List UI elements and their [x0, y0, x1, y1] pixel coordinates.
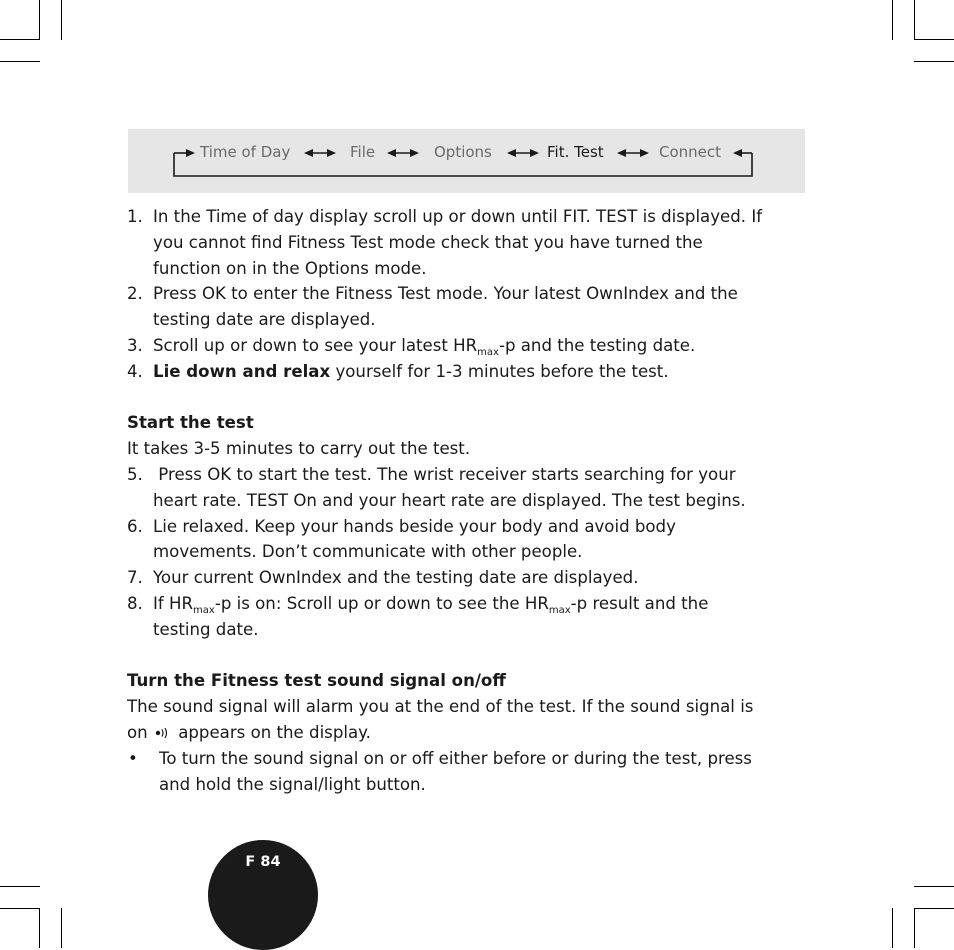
crop-mark: [0, 39, 40, 40]
crop-mark: [0, 886, 40, 887]
page-number: F 84: [245, 854, 281, 870]
step-text-part: -p is on: Scroll up or down to see the HR: [214, 593, 549, 613]
step-text: Press OK to enter the Fitness Test mode. Your latest OwnIndex and the: [153, 284, 738, 304]
step-text: [153, 359, 812, 385]
crop-mark: [914, 61, 954, 62]
page-number-badge: [208, 840, 318, 950]
step-text-part: Scroll up or down to see your latest HR: [153, 335, 478, 355]
section-heading-sound-signal: Turn the Fitness test sound signal on/off: [127, 671, 506, 691]
double-arrow-icon: [387, 149, 419, 157]
double-arrow-icon: [617, 149, 649, 157]
step-text: testing date are displayed.: [153, 310, 376, 330]
step-number: 8.: [127, 593, 143, 613]
text-part: appears on the display.: [178, 722, 371, 742]
crop-mark: [914, 908, 954, 909]
step-text: testing date.: [153, 619, 259, 639]
step-text-part: yourself for 1-3 minutes before the test.: [330, 361, 669, 381]
subscript-max: max: [477, 346, 499, 358]
bullet-icon: •: [128, 748, 138, 768]
step-text: you cannot find Fitness Test mode check that you have turned the: [153, 232, 703, 252]
section-intro: It takes 3-5 minutes to carry out the test.: [127, 439, 471, 459]
crop-mark: [61, 0, 62, 40]
crop-mark: [61, 908, 62, 948]
step-text: function on in the Options mode.: [153, 258, 427, 278]
step-8: [127, 591, 812, 643]
step-number: 2.: [127, 284, 143, 304]
crop-mark: [892, 0, 893, 40]
section-heading-start-test: Start the test: [127, 413, 254, 433]
step-number: 3.: [127, 335, 143, 355]
step-text: heart rate. TEST On and your heart rate are displayed. The test begins.: [153, 490, 746, 510]
arrow-left-icon: [733, 149, 742, 157]
step-number: 1.: [127, 207, 143, 226]
step-text: Lie relaxed. Keep your hands beside your body and avoid body: [153, 516, 676, 536]
mode-fit-test: Fit. Test: [547, 143, 604, 161]
step-number: 7.: [127, 568, 143, 588]
step-3: [127, 333, 812, 359]
mode-time-of-day: Time of Day: [200, 143, 291, 161]
step-number: 4.: [127, 361, 143, 381]
step-text-part: -p result and the: [570, 593, 709, 613]
crop-mark: [39, 0, 40, 40]
sound-signal-icon: [155, 726, 171, 740]
step-text: [153, 333, 812, 359]
step-2: [127, 281, 812, 333]
subscript-max: max: [193, 604, 215, 616]
step-text: In the Time of day display scroll up or down until FIT. TEST is displayed. If: [153, 207, 763, 226]
double-arrow-icon: [507, 149, 539, 157]
bullet-item: [127, 746, 812, 798]
text-part: on: [127, 722, 148, 742]
double-arrow-icon: [304, 149, 336, 157]
crop-mark: [0, 61, 40, 62]
crop-mark: [914, 39, 954, 40]
step-text-part: -p and the testing date.: [498, 335, 696, 355]
step-5: [127, 462, 812, 514]
crop-mark: [914, 886, 954, 887]
step-6: [127, 514, 812, 566]
crop-mark: [0, 908, 40, 909]
crop-mark: [39, 908, 40, 948]
step-1: [127, 204, 812, 281]
step-text: [153, 591, 812, 617]
sound-paragraph-line: The sound signal will alarm you at the end of the test. If the sound signal is: [127, 697, 754, 717]
step-4: [127, 359, 812, 385]
instructions: [127, 204, 812, 797]
crop-mark: [914, 908, 915, 948]
mode-loop-diagram: [128, 129, 805, 193]
arrow-right-icon: [186, 149, 195, 157]
emphasis-text: Lie down and relax: [153, 361, 331, 381]
crop-mark: [914, 0, 915, 40]
step-text: Press OK to start the test. The wrist receiver starts searching for your: [153, 464, 736, 484]
step-number: 5.: [127, 464, 143, 484]
step-number: 6.: [127, 516, 143, 536]
step-7: [127, 565, 812, 591]
step-text: Your current OwnIndex and the testing date are displayed.: [153, 568, 639, 588]
mode-connect: Connect: [659, 143, 722, 161]
step-text: movements. Don’t communicate with other people.: [153, 542, 583, 562]
crop-mark: [892, 908, 893, 948]
sound-paragraph-line: [127, 720, 812, 746]
mode-file: File: [350, 143, 376, 161]
bullet-text: and hold the signal/light button.: [159, 774, 426, 794]
subscript-max: max: [548, 604, 571, 616]
mode-navigation-box: [128, 129, 805, 193]
step-text-part: If HR: [153, 593, 194, 613]
bullet-text: To turn the sound signal on or off either before or during the test, press: [159, 748, 752, 768]
mode-options: Options: [434, 143, 492, 161]
